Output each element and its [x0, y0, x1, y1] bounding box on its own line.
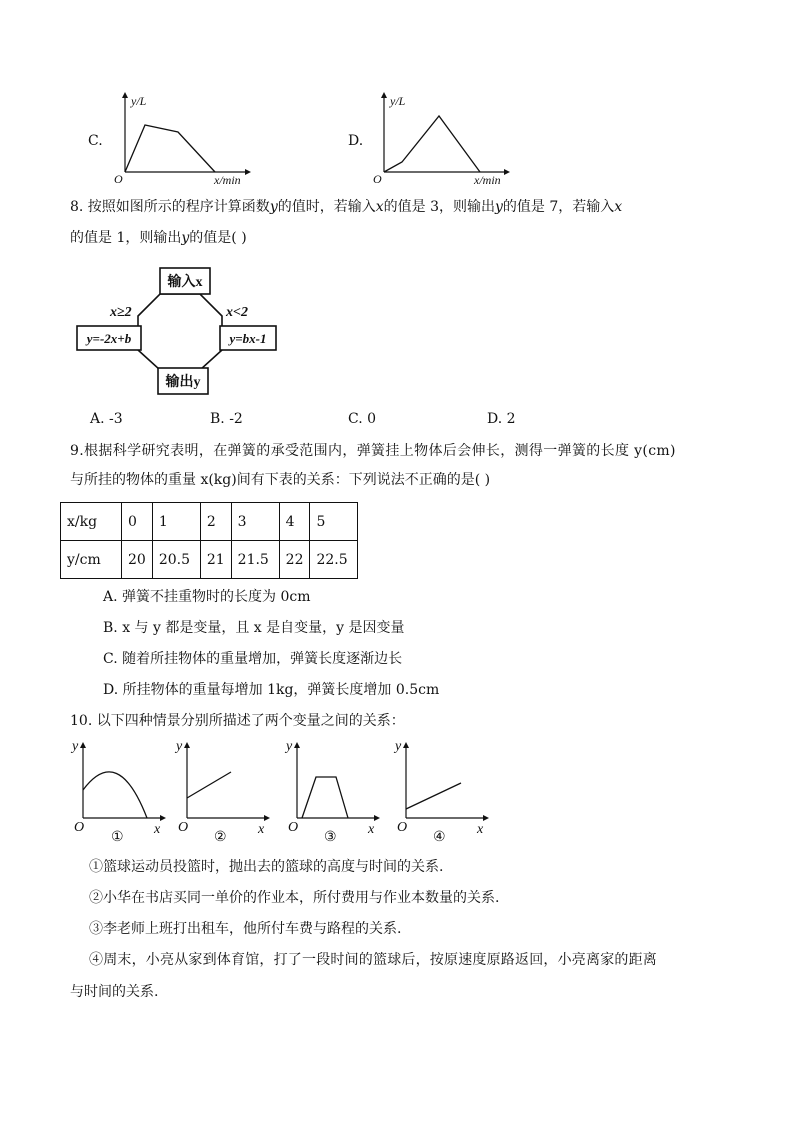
q8-line1 [70, 199, 622, 216]
graph-1-o: O [74, 820, 85, 835]
q9-data-table [60, 502, 358, 579]
q8-line1-mid3: 的值是 7，若输入 [502, 199, 615, 215]
graph-3-o: O [288, 820, 299, 835]
table-cell: 21 [200, 541, 231, 579]
option-c-xlabel: x/min [214, 173, 241, 187]
flow-cond-left: x≥2 [110, 305, 132, 320]
q8-var-x2: x [614, 199, 623, 215]
graph-2-number: ② [214, 830, 227, 845]
graph-4-o: O [397, 820, 408, 835]
table-cell: 0 [122, 503, 153, 541]
option-c-ylabel: y/L [131, 94, 147, 108]
q9-line1: 9.根据科学研究表明，在弹簧的承受范围内，弹簧挂上物体后会伸长，测得一弹簧的长度 y(cm) [70, 443, 676, 459]
table-cell: 22 [279, 541, 310, 579]
graph-4-number: ④ [433, 830, 446, 845]
graph-4-x: x [477, 822, 484, 837]
table-row [61, 541, 358, 579]
table-cell: 1 [152, 503, 200, 541]
table-cell: 3 [231, 503, 279, 541]
table-cell: 20.5 [152, 541, 200, 579]
q8-line1-pre: 8. 按照如图所示的程序计算函数 [70, 199, 270, 215]
q10-item-3: ③李老师上班打出租车，他所付车费与路程的关系. [89, 921, 402, 937]
flow-input-box: 输入x [167, 275, 203, 290]
table-cell: y/cm [61, 541, 122, 579]
graph-4-y: y [395, 739, 402, 754]
q8-var-y2: y [495, 199, 503, 215]
table-cell: 20 [122, 541, 153, 579]
graph-3-y: y [286, 739, 293, 754]
graph-2-x: x [258, 822, 265, 837]
option-c-letter: C. [88, 133, 103, 149]
q10-item-4-cont: 与时间的关系. [70, 984, 159, 1000]
q8-var-y1: y [269, 199, 278, 215]
flow-output-box: 输出y [165, 375, 201, 390]
option-c-graph [110, 92, 250, 187]
graph-1-number: ① [111, 830, 124, 845]
graph-3-number: ③ [324, 830, 337, 845]
q9-option-a: A. 弹簧不挂重物时的长度为 0cm [103, 589, 311, 605]
table-cell: 22.5 [310, 541, 358, 579]
table-cell: x/kg [61, 503, 122, 541]
option-c-origin: O [114, 172, 123, 186]
table-cell: 21.5 [231, 541, 279, 579]
q8-line2-post: 的值是( ) [189, 230, 247, 246]
option-d-letter: D. [348, 133, 364, 149]
graph-2-y: y [176, 739, 183, 754]
q9-option-b: B. x 与 y 都是变量，且 x 是自变量，y 是因变量 [103, 620, 405, 636]
q10-item-2: ②小华在书店买同一单价的作业本，所付费用与作业本数量的关系. [89, 890, 500, 906]
table-row [61, 503, 358, 541]
q8-var-x1: x [375, 199, 384, 215]
q10-graph-2 [174, 738, 274, 848]
graph-1-x: x [154, 822, 161, 837]
table-cell: 4 [279, 503, 310, 541]
q8-var-y3: y [181, 230, 190, 246]
q10-line1: 10. 以下四种情景分别所描述了两个变量之间的关系： [70, 713, 405, 729]
table-cell: 2 [200, 503, 231, 541]
q9-line2: 与所挂的物体的重量 x(kg)间有下表的关系：下列说法不正确的是( ) [70, 472, 491, 488]
q8-option-c: C. 0 [348, 411, 377, 427]
graph-1-y: y [72, 739, 79, 754]
q8-flowchart [76, 264, 281, 396]
graph-3-x: x [368, 822, 375, 837]
q10-item-1: ①篮球运动员投篮时，抛出去的篮球的高度与时间的关系. [89, 859, 444, 875]
option-d-xlabel: x/min [474, 173, 501, 187]
flow-left-formula: y=-2x+b [86, 331, 132, 346]
q8-line1-mid1: 的值时，若输入 [277, 199, 376, 215]
flow-right-formula: y=bx-1 [229, 331, 267, 346]
q10-graph-3 [284, 738, 384, 848]
q9-option-c: C. 随着所挂物体的重量增加，弹簧长度逐渐边长 [103, 651, 403, 667]
q10-graph-1 [70, 738, 170, 848]
q9-option-d: D. 所挂物体的重量每增加 1kg，弹簧长度增加 0.5cm [103, 682, 440, 698]
q8-line1-mid2: 的值是 3，则输出 [383, 199, 495, 215]
q8-line2 [70, 230, 247, 247]
q8-option-d: D. 2 [487, 411, 516, 427]
flow-cond-right: x<2 [226, 305, 248, 320]
q10-graph-4 [393, 738, 493, 848]
q8-option-a: A. -3 [90, 411, 123, 427]
graph-2-o: O [178, 820, 189, 835]
option-d-graph [372, 92, 512, 187]
q10-item-4: ④周末，小亮从家到体育馆，打了一段时间的篮球后，按原速度原路返回，小亮离家的距离 [89, 952, 657, 968]
table-cell: 5 [310, 503, 358, 541]
option-d-ylabel: y/L [390, 94, 406, 108]
q8-option-b: B. -2 [210, 411, 243, 427]
q8-line2-pre: 的值是 1，则输出 [70, 230, 182, 246]
option-d-origin: O [373, 172, 382, 186]
